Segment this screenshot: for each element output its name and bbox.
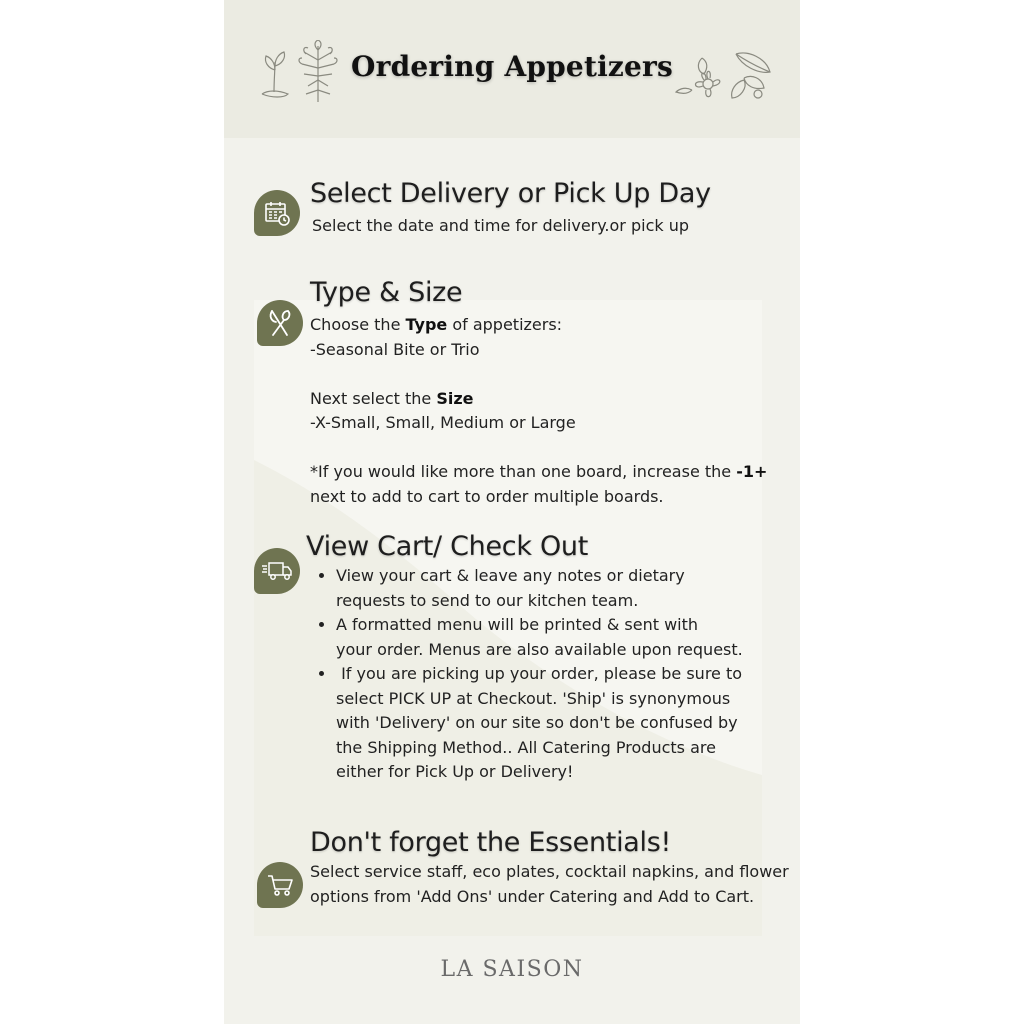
essentials-text-line-1: Select service staff, eco plates, cocktail napkins, and flower bbox=[310, 862, 789, 881]
section-heading-essentials: Don't forget the Essentials! bbox=[310, 827, 672, 858]
type-options: -Seasonal Bite or Trio bbox=[310, 340, 480, 359]
essentials-text-line-2: options from 'Add Ons' under Catering and Add to Cart. bbox=[310, 887, 755, 906]
section-heading-type-size: Type & Size bbox=[310, 277, 463, 308]
multiple-boards-note-cont: next to add to cart to order multiple boards. bbox=[310, 487, 664, 506]
info-card bbox=[224, 0, 800, 1024]
section-heading-cart-checkout: View Cart/ Check Out bbox=[306, 531, 589, 562]
section-heading-delivery-day: Select Delivery or Pick Up Day bbox=[310, 178, 711, 209]
la-saison-logo: LA SAISON bbox=[440, 957, 584, 982]
page-title: Ordering Appetizers bbox=[351, 50, 673, 83]
delivery-truck-icon bbox=[254, 548, 300, 594]
calendar-icon bbox=[254, 190, 300, 236]
checkout-bullet-list bbox=[312, 564, 756, 785]
size-instruction: Next select the Size bbox=[310, 389, 474, 408]
list-item: • If you are picking up your order, please be sure to select PICK UP at Checkout. 'Ship' is synonymous with 'Delivery' on our site so don't be confused by the Shipping Method.. All Catering Products are either for Pick Up or Delivery! bbox=[336, 662, 756, 785]
section-text-delivery-day: Select the date and time for delivery.or pick up bbox=[312, 216, 690, 235]
multiple-boards-note: *If you would like more than one board, increase the -1+ bbox=[310, 462, 768, 481]
list-item: • A formatted menu will be printed & sent with your order. Menus are also available upon request. bbox=[336, 613, 756, 662]
size-options: -X-Small, Small, Medium or Large bbox=[310, 413, 576, 432]
shopping-cart-icon bbox=[257, 862, 303, 908]
utensils-icon bbox=[257, 300, 303, 346]
list-item: • View your cart & leave any notes or dietary requests to send to our kitchen team. bbox=[336, 564, 756, 613]
type-instruction: Choose the Type of appetizers: bbox=[310, 315, 563, 334]
